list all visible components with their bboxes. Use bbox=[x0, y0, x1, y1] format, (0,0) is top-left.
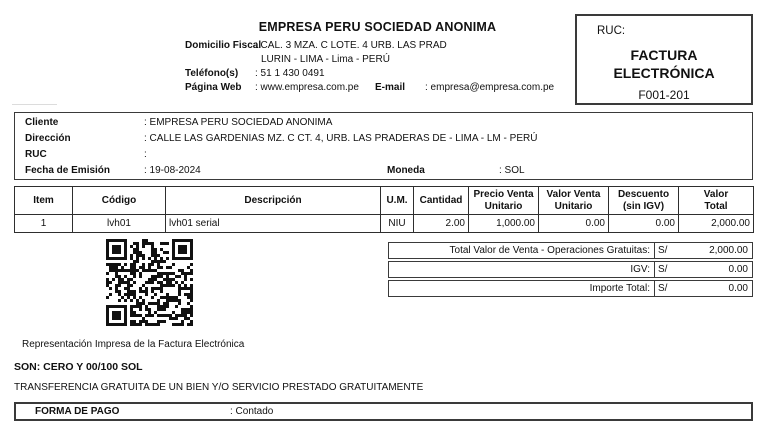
address-line2: LURIN - LIMA - Lima - PERÚ bbox=[261, 54, 390, 65]
client-value: : CALLE LAS GARDENIAS MZ. C CT. 4, URB. LAS PRADERAS DE - LIMA - LM - PERÚ bbox=[144, 133, 538, 144]
phone-value: : 51 1 430 0491 bbox=[255, 68, 325, 79]
totals-row bbox=[388, 261, 753, 278]
currency-symbol: S/ bbox=[658, 283, 668, 294]
currency-value: : SOL bbox=[499, 165, 525, 176]
client-value: : 19-08-2024 bbox=[144, 165, 201, 176]
totals-row bbox=[388, 280, 753, 297]
qr-caption: Representación Impresa de la Factura Electrónica bbox=[22, 339, 245, 350]
total-label: IGV: bbox=[630, 264, 650, 275]
cell-valor-total: 2,000.00 bbox=[679, 215, 754, 233]
table-row bbox=[15, 215, 754, 233]
total-amount: 0.00 bbox=[728, 283, 748, 294]
payment-method-box bbox=[14, 402, 753, 421]
total-label: Importe Total: bbox=[589, 283, 650, 294]
currency-label: Moneda bbox=[387, 165, 425, 176]
email-label: E-mail bbox=[375, 82, 406, 93]
total-value bbox=[654, 281, 752, 296]
ruc-label: RUC: bbox=[597, 25, 626, 37]
col-header-precio-venta: Precio Venta Unitario bbox=[469, 187, 539, 215]
address-line1: : CAL. 3 MZA. C LOTE. 4 URB. LAS PRAD bbox=[255, 40, 447, 51]
total-value bbox=[654, 262, 752, 277]
client-row bbox=[15, 131, 752, 147]
transfer-note: TRANSFERENCIA GRATUITA DE UN BIEN Y/O SERVICIO PRESTADO GRATUITAMENTE bbox=[14, 382, 424, 393]
client-label: Fecha de Emisión bbox=[25, 165, 111, 176]
currency-symbol: S/ bbox=[658, 245, 668, 256]
total-label: Total Valor de Venta - Operaciones Gratuitas: bbox=[449, 245, 650, 256]
col-header-descuento: Descuento (sin IGV) bbox=[609, 187, 679, 215]
cell-cantidad: 2.00 bbox=[414, 215, 469, 233]
cell-um: NIU bbox=[381, 215, 414, 233]
col-header-descripcion: Descripción bbox=[166, 187, 381, 215]
total-value bbox=[654, 243, 752, 258]
cell-valor-venta: 0.00 bbox=[539, 215, 609, 233]
total-amount: 0.00 bbox=[728, 264, 748, 275]
items-table bbox=[14, 186, 754, 233]
cell-precio-venta: 1,000.00 bbox=[469, 215, 539, 233]
items-header-row bbox=[15, 187, 754, 215]
web-value: : www.empresa.com.pe bbox=[255, 82, 359, 93]
payment-method-label: FORMA DE PAGO bbox=[35, 406, 120, 417]
amount-in-words: SON: CERO Y 00/100 SOL bbox=[14, 361, 143, 373]
client-row bbox=[15, 115, 752, 131]
client-label: Dirección bbox=[25, 133, 71, 144]
col-header-valor-total: Valor Total bbox=[679, 187, 754, 215]
document-number: F001-201 bbox=[638, 88, 690, 102]
cell-item: 1 bbox=[15, 215, 73, 233]
col-header-valor-venta: Valor Venta Unitario bbox=[539, 187, 609, 215]
email-value: : empresa@empresa.com.pe bbox=[425, 82, 555, 93]
client-value: : bbox=[144, 149, 147, 160]
company-name: EMPRESA PERU SOCIEDAD ANONIMA bbox=[258, 20, 497, 34]
divider-line bbox=[12, 104, 57, 105]
totals-row bbox=[388, 242, 753, 259]
col-header-um: U.M. bbox=[381, 187, 414, 215]
client-info-box bbox=[14, 112, 753, 180]
col-header-cantidad: Cantidad bbox=[414, 187, 469, 215]
client-label: Cliente bbox=[25, 117, 59, 128]
web-label: Página Web bbox=[185, 82, 242, 93]
document-title: FACTURA ELECTRÓNICA bbox=[613, 47, 715, 81]
document-type-box bbox=[575, 14, 753, 105]
qr-code bbox=[106, 239, 193, 326]
client-row bbox=[15, 147, 752, 163]
cell-descuento: 0.00 bbox=[609, 215, 679, 233]
payment-method-value: : Contado bbox=[230, 406, 274, 417]
cell-descripcion: lvh01 serial bbox=[166, 215, 381, 233]
client-value: : EMPRESA PERU SOCIEDAD ANONIMA bbox=[144, 117, 333, 128]
client-row bbox=[15, 163, 752, 179]
client-label: RUC bbox=[25, 149, 47, 160]
cell-codigo: lvh01 bbox=[73, 215, 166, 233]
currency-symbol: S/ bbox=[658, 264, 668, 275]
phone-label: Teléfono(s) bbox=[185, 68, 239, 79]
total-amount: 2,000.00 bbox=[709, 245, 748, 256]
col-header-item: Item bbox=[15, 187, 73, 215]
col-header-codigo: Código bbox=[73, 187, 166, 215]
address-label: Domicilio Fiscal bbox=[185, 40, 262, 51]
